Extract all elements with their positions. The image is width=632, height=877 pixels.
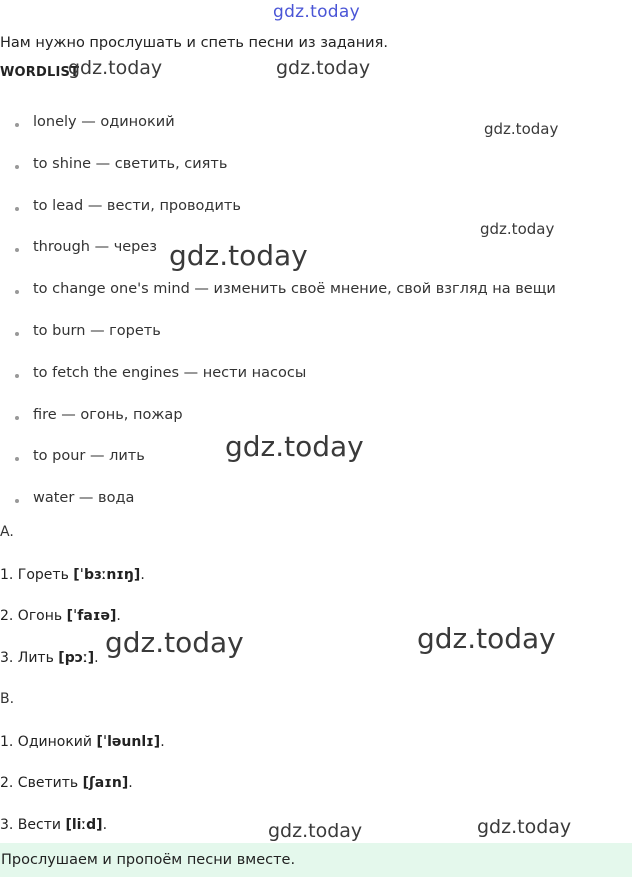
site-logo[interactable]: gdz.today [273, 2, 360, 22]
section-b-item [0, 817, 107, 833]
list-item [0, 114, 559, 156]
list-item [0, 281, 556, 323]
section-a-item [0, 567, 145, 583]
word-entry: to change one's mind — изменить своё мнение, свой взгляд на вещи [33, 281, 556, 298]
intro-text: Нам нужно прослушать и спеть песни из задания. [0, 35, 388, 51]
period: . [160, 734, 165, 750]
ipa-transcription: [ʃaɪn] [82, 775, 129, 791]
watermark: gdz.today [268, 820, 363, 842]
word-entry: through — через [33, 239, 158, 256]
watermark: gdz.today [68, 57, 163, 79]
footer-banner: Прослушаем и пропоём песни вместе. [0, 843, 632, 877]
wordlist-heading: WORDLIST [0, 65, 80, 80]
bullet-icon [15, 290, 19, 294]
section-b-label: B. [0, 691, 15, 707]
word-entry: to burn — гореть [33, 322, 161, 339]
watermark: gdz.today [105, 626, 244, 659]
list-item [0, 198, 556, 240]
item-text: 2. Светить [0, 775, 83, 791]
period: . [94, 650, 99, 666]
section-b-item [0, 775, 133, 791]
list-item [0, 490, 556, 532]
list-item [0, 156, 556, 198]
word-entry: fire — огонь, пожар [33, 406, 183, 423]
item-text: 1. Одинокий [0, 734, 97, 750]
watermark: gdz.today [480, 220, 555, 238]
ipa-transcription: [ˈbɜːnɪŋ] [73, 567, 141, 583]
item-text: 3. Лить [0, 650, 59, 666]
section-a-item [0, 650, 99, 666]
bullet-icon [15, 207, 19, 211]
word-entry: to lead — вести, проводить [33, 197, 241, 214]
bullet-icon [15, 248, 19, 252]
period: . [102, 817, 108, 833]
ipa-transcription: [pɔː] [58, 650, 95, 666]
period: . [140, 567, 145, 583]
period: . [116, 608, 121, 624]
item-text: 3. Вести [0, 817, 66, 833]
word-entry: to fetch the engines — нести насосы [33, 364, 307, 381]
list-item [0, 323, 556, 365]
section-a-item [0, 608, 121, 624]
ipa-transcription: [ˈfaɪə] [66, 608, 117, 624]
bullet-icon [15, 416, 19, 420]
bullet-icon [15, 332, 19, 336]
word-entry: water — вода [33, 490, 135, 507]
watermark: gdz.today [484, 120, 559, 138]
item-text: 2. Огонь [0, 608, 67, 624]
word-entry: to pour — лить [33, 448, 145, 465]
bullet-icon [15, 499, 19, 503]
section-b-item [0, 734, 165, 750]
item-text: 1. Гореть [0, 567, 74, 583]
bullet-icon [15, 374, 19, 378]
bullet-icon [15, 165, 19, 169]
word-entry: lonely — одинокий [33, 114, 175, 130]
bullet-icon [15, 457, 19, 461]
section-a-label: A. [0, 524, 14, 540]
ipa-transcription: [liːd] [65, 817, 103, 833]
list-item [0, 365, 556, 407]
ipa-transcription: [ˈləunlɪ] [96, 734, 161, 750]
word-entry: to shine — светить, сиять [33, 155, 228, 172]
wordlist [0, 114, 559, 532]
watermark: gdz.today [276, 57, 371, 79]
watermark: gdz.today [417, 622, 556, 655]
bullet-icon [15, 123, 19, 127]
watermark: gdz.today [225, 430, 364, 463]
watermark: gdz.today [477, 816, 572, 838]
period: . [128, 775, 133, 791]
watermark: gdz.today [169, 239, 308, 272]
